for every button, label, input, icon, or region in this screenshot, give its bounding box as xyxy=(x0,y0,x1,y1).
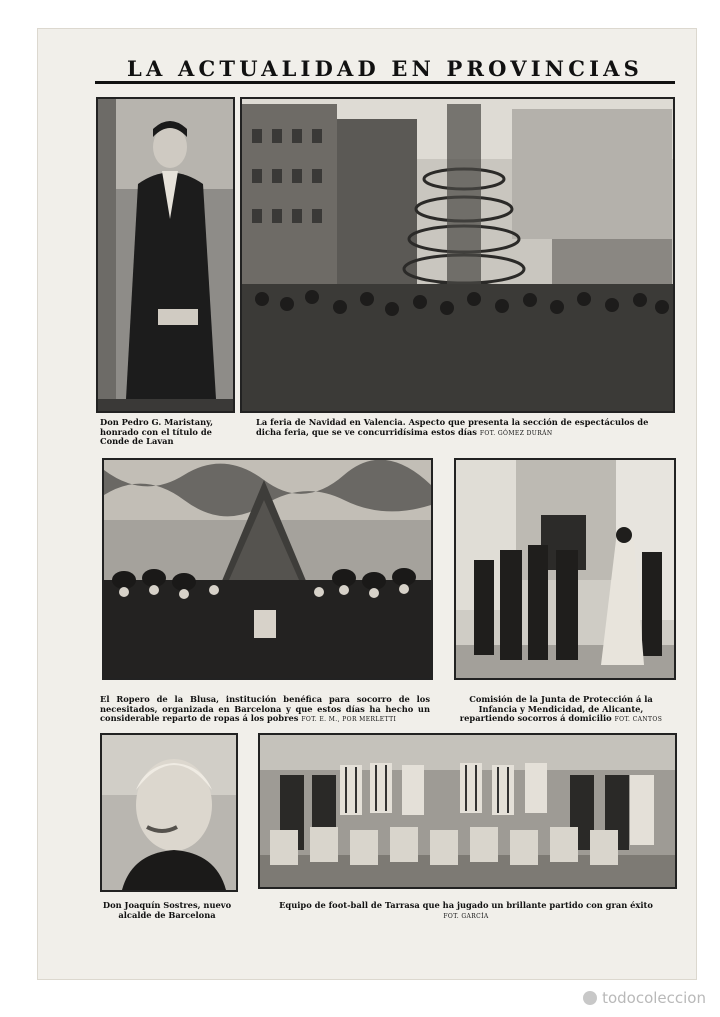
caption-tarrasa xyxy=(262,901,670,921)
watermark-text: todocoleccion xyxy=(602,989,706,1007)
caption-alicante-text: Comisión de la Junta de Protección á la Infancia y Mendicidad, de Alicante, repartiendo socorros á domicilio xyxy=(459,694,653,724)
page-title: LA ACTUALIDAD EN PROVINCIAS xyxy=(127,56,643,81)
title-rule xyxy=(95,81,675,84)
caption-sostres xyxy=(100,901,234,920)
caption-ropero-text: El Ropero de la Blusa, institución benéfica para socorro de los necesitados, organizada en Barcelona y que estos días ha hecho un considerable reparto de ropas á los pobres xyxy=(100,694,430,724)
caption-alicante-credit: FOT. CANTOS xyxy=(614,716,663,724)
photo-tarrasa-team xyxy=(258,733,677,889)
caption-valencia-credit: FOT. GÓMEZ DURÁN xyxy=(479,429,553,437)
caption-tarrasa-text: Equipo de foot-ball de Tarrasa que ha jugado un brillante partido con gran éxito xyxy=(279,900,653,910)
caption-maristany xyxy=(100,418,235,447)
caption-maristany-text: Don Pedro G. Maristany, honrado con el título de Conde de Lavan xyxy=(100,417,214,447)
caption-valencia xyxy=(256,418,672,438)
watermark-logo-icon xyxy=(583,991,597,1005)
caption-alicante xyxy=(450,695,672,725)
caption-tarrasa-credit: FOT. GARCÍA xyxy=(443,912,489,920)
photo-portrait-sostres xyxy=(100,733,238,892)
photo-ropero-blusa xyxy=(102,458,433,680)
photo-portrait-maristany xyxy=(96,97,235,413)
caption-ropero-credit: FOT. E. M., POR MERLETTI xyxy=(301,716,397,724)
caption-valencia-text: La feria de Navidad en Valencia. Aspecto que presenta la sección de espectáculos de dicha feria, que se ve concurridísima estos días xyxy=(256,417,649,437)
photo-alicante-commission xyxy=(454,458,676,680)
caption-ropero xyxy=(100,695,430,725)
photo-valencia-fair xyxy=(240,97,675,413)
caption-sostres-text: Don Joaquín Sostres, nuevo alcalde de Barcelona xyxy=(102,900,232,920)
watermark xyxy=(583,989,706,1007)
